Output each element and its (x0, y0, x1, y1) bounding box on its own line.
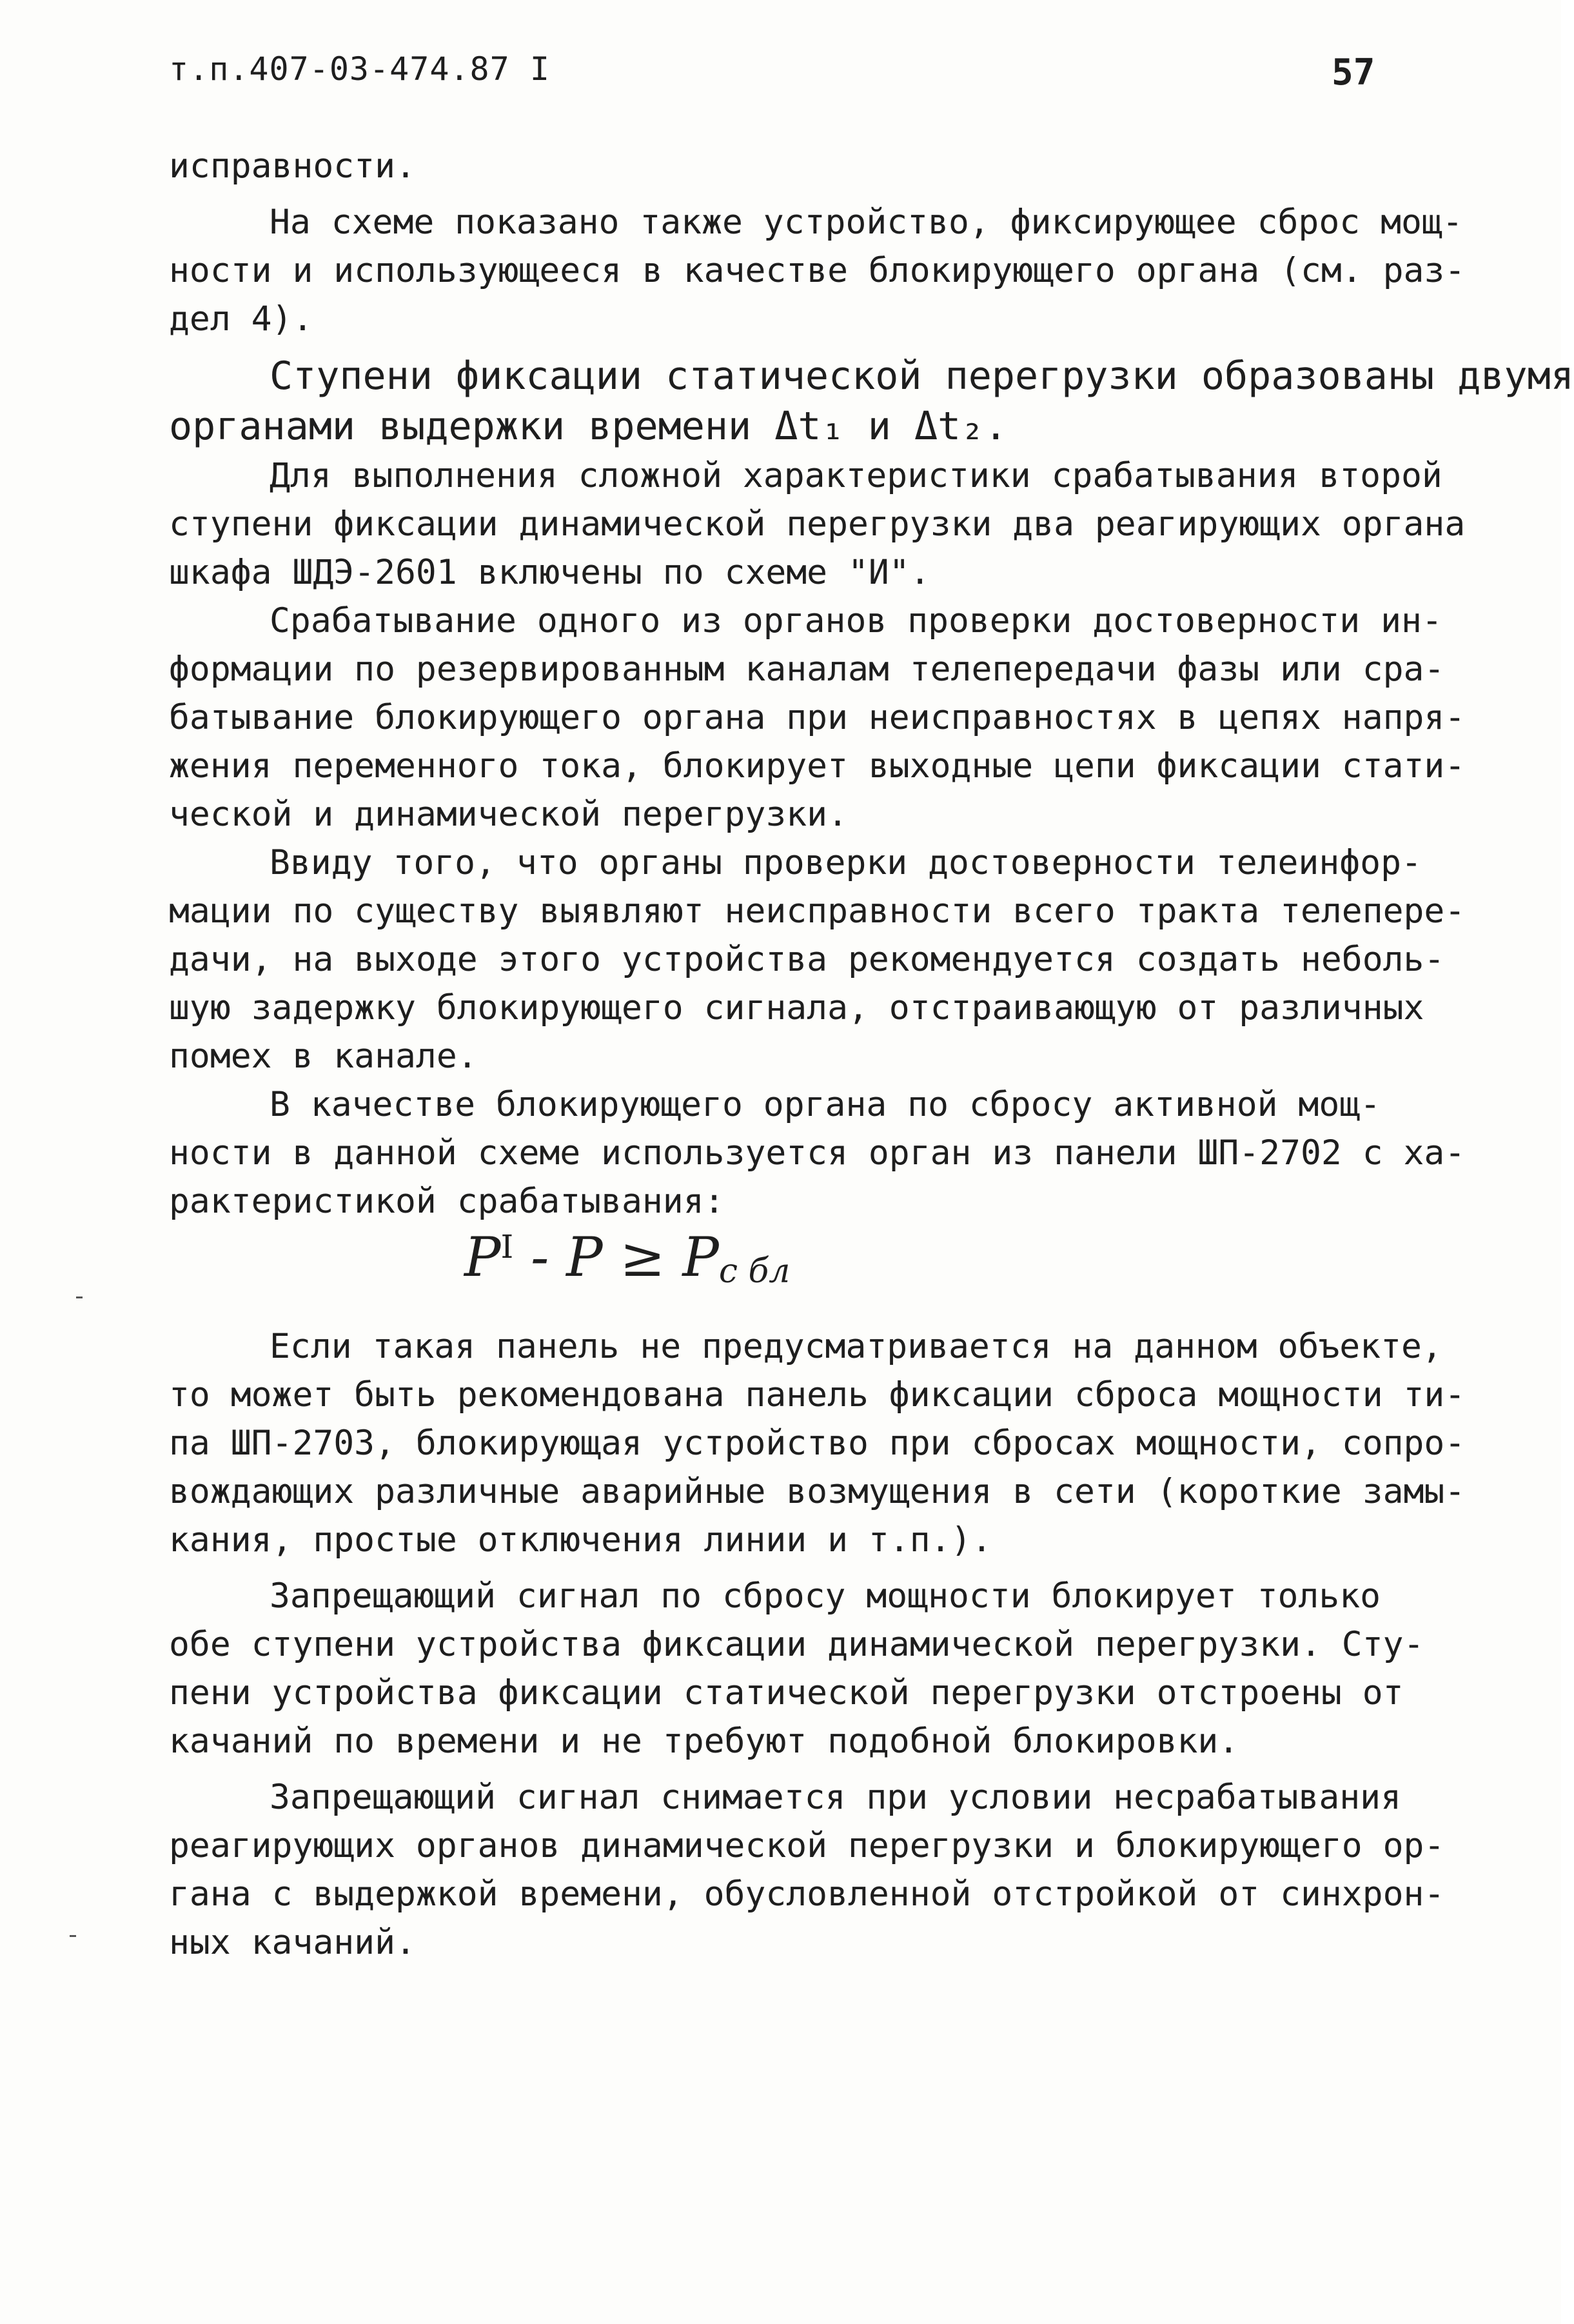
text-line: органами выдержки времени Δt₁ и Δt₂. (169, 404, 1008, 449)
text-line: кания, простые отключения линии и т.п.). (169, 1520, 992, 1560)
text-line: гана с выдержкой времени, обусловленной отстройкой от синхрон- (169, 1874, 1445, 1914)
text-line: шкафа ШДЭ-2601 включены по схеме "И". (169, 553, 930, 592)
text-line: В качестве блокирующего органа по сбросу активной мощ- (270, 1085, 1381, 1124)
text-line: помех в канале. (169, 1037, 478, 1076)
formula-sub: с бл (718, 1252, 791, 1291)
scan-mark (76, 1296, 83, 1298)
text-line: Ввиду того, что органы проверки достоверности телеинфор- (270, 843, 1422, 882)
text-line: батывание блокирующего органа при неисправностях в цепях напря- (169, 698, 1466, 737)
text-line: то может быть рекомендована панель фиксации сброса мощности ти- (169, 1375, 1466, 1415)
text-line: мации по существу выявляют неисправности всего тракта телепере- (169, 891, 1466, 931)
body-text (169, 142, 1574, 1967)
text-line: шую задержку блокирующего сигнала, отстраивающую от различных (169, 988, 1424, 1028)
text-line: па ШП-2703, блокирующая устройство при сбросах мощности, сопро- (169, 1424, 1466, 1463)
text-line: дел 4). (169, 299, 313, 339)
text-line: Срабатывание одного из органов проверки достоверности ин- (270, 601, 1442, 641)
text-line: дачи, на выходе этого устройства рекомендуется создать неболь- (169, 940, 1445, 979)
text-line: исправности. (169, 146, 416, 186)
page-number: 57 (1332, 52, 1375, 94)
text-line: формации по резервированным каналам телепередачи фазы или сра- (169, 650, 1445, 689)
text-line: вождающих различные аварийные возмущения в сети (короткие замы- (169, 1472, 1466, 1511)
text-line: Запрещающий сигнал по сбросу мощности блокирует только (270, 1576, 1381, 1616)
formula-left: P (464, 1226, 501, 1289)
formula (464, 1226, 790, 1291)
text-line: реагирующих органов динамической перегрузки и блокирующего ор- (169, 1826, 1445, 1865)
text-line: ступени фиксации динамической перегрузки два реагирующих органа (169, 504, 1466, 544)
text-line: Запрещающий сигнал снимается при условии несрабатывания (270, 1778, 1401, 1817)
text-line: пени устройства фиксации статической перегрузки отстроены от (169, 1673, 1404, 1713)
text-line: рактеристикой срабатывания: (169, 1182, 725, 1221)
text-line: Если такая панель не предусматривается на данном объекте, (270, 1327, 1442, 1366)
scan-mark (70, 1935, 76, 1937)
text-line: Для выполнения сложной характеристики срабатывания второй (270, 456, 1442, 495)
text-line: ческой и динамической перегрузки. (169, 795, 848, 834)
formula-middle: - P ≥ P (513, 1226, 719, 1289)
text-line: обе ступени устройства фиксации динамической перегрузки. Сту- (169, 1625, 1424, 1664)
text-line: качаний по времени и не требуют подобной блокировки. (169, 1722, 1239, 1761)
text-line: ных качаний. (169, 1923, 416, 1962)
text-line: Ступени фиксации статической перегрузки образованы двумя (270, 353, 1574, 399)
text-line: ности и использующееся в качестве блокирующего органа (см. раз- (169, 251, 1466, 290)
text-line: ности в данной схеме используется орган из панели ШП-2702 с ха- (169, 1133, 1466, 1173)
formula-left-sup: I (500, 1228, 514, 1266)
document-code: т.п.407-03-474.87 I (169, 50, 550, 88)
text-line: жения переменного тока, блокирует выходные цепи фиксации стати- (169, 746, 1466, 786)
text-line: На схеме показано также устройство, фиксирующее сброс мощ- (270, 203, 1463, 242)
